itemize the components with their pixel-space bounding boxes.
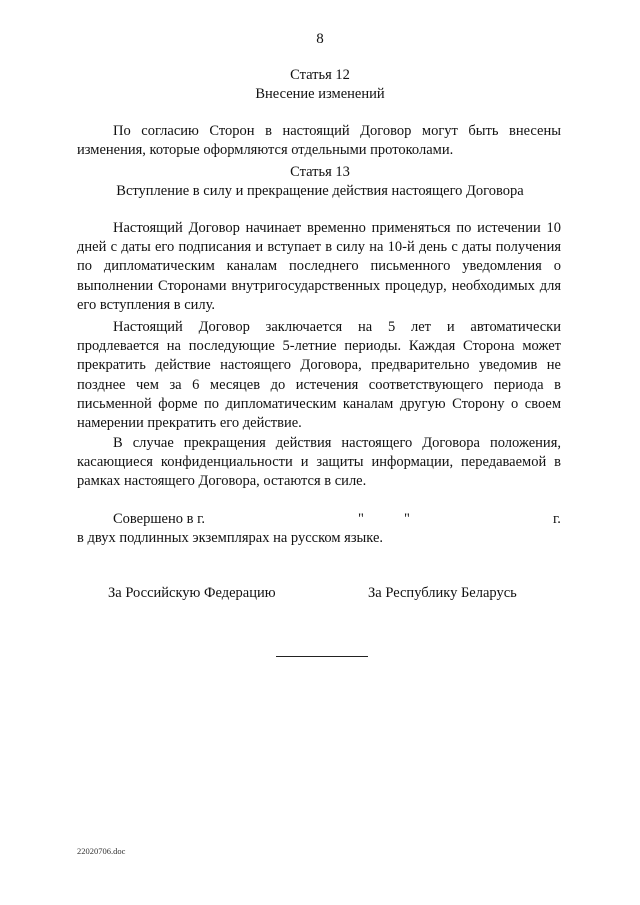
signed-label: Совершено в г.: [113, 511, 206, 527]
page-number: 8: [316, 31, 324, 47]
article-12-subtitle: Внесение изменений: [255, 86, 385, 102]
article-12-title: Статья 12: [290, 67, 350, 83]
article-13-paragraph-2: Настоящий Договор заключается на 5 лет и автоматически продлевается на последующие 5-летние периоды. Каждая Сторона может прекратить действие настоящего Договора, предварительно уведомив не позднее чем за 6 месяцев до истечения соответствующего периода в письменной форме по дипломатическим каналам другую Сторону о своем намерении прекратить его действие.: [77, 319, 561, 432]
end-divider: [276, 656, 368, 657]
signature-belarus: За Республику Беларусь: [368, 585, 517, 601]
article-12-paragraph: По согласию Сторон в настоящий Договор могут быть внесены изменения, которые оформляются отдельными протоколами.: [77, 123, 561, 159]
date-quote-open: ": [358, 511, 364, 527]
article-13-title: Статья 13: [290, 164, 350, 180]
article-13-paragraph-1: Настоящий Договор начинает временно применяться по истечении 10 дней с даты его подписания и вступает в силу на 10-й день с даты получения по дипломатическим каналам последнего письменного уведомления о выполнении Сторонами внутригосударственных процедур, необходимых для его вступления в силу.: [77, 220, 561, 313]
signed-continuation: в двух подлинных экземплярах на русском языке.: [77, 530, 384, 546]
article-13-subtitle: Вступление в силу и прекращение действия настоящего Договора: [116, 183, 524, 199]
signature-russia: За Российскую Федерацию: [108, 585, 276, 601]
footer-filename: 22020706.doc: [77, 846, 126, 856]
date-quote-close: ": [404, 511, 410, 527]
article-13-paragraph-3: В случае прекращения действия настоящего Договора положения, касающиеся конфиденциальности и защиты информации, передаваемой в рамках настоящего Договора, остаются в силе.: [77, 435, 561, 490]
year-suffix: г.: [553, 511, 561, 527]
